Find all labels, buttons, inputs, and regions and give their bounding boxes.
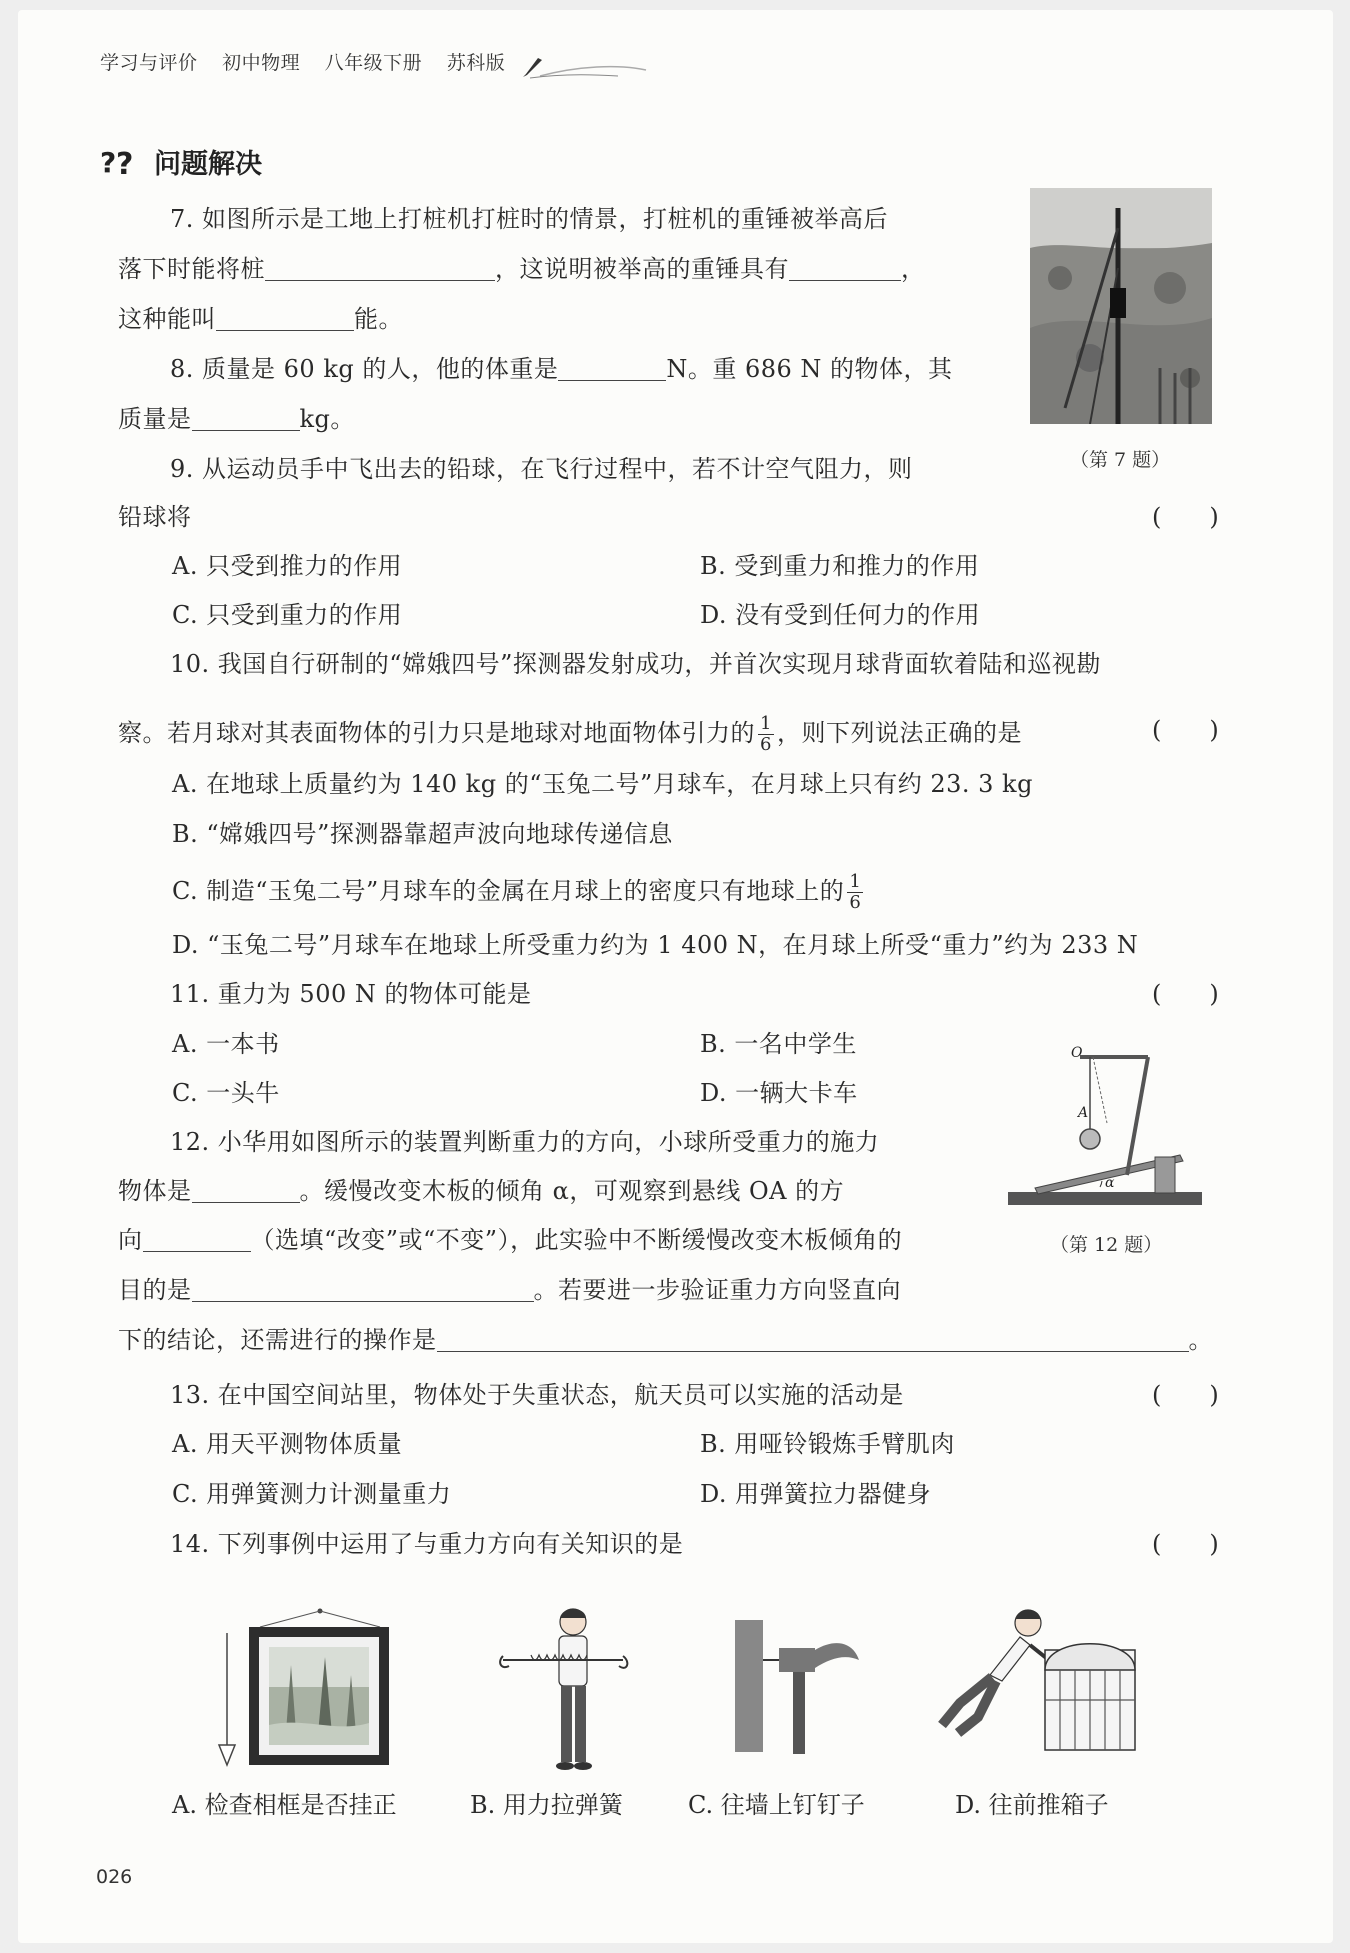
q14-option-a[interactable]: A. 检查相框是否挂正 — [172, 1791, 397, 1819]
q10-option-c-text: C. 制造“玉兔二号”月球车的金属在月球上的密度只有地球上的 — [172, 877, 845, 905]
header-grade: 八年级下册 — [324, 52, 423, 74]
q11-line1: 11. 重力为 500 N 的物体可能是 — [170, 980, 532, 1008]
pen-swoosh-icon — [418, 52, 648, 82]
section-heading — [100, 142, 262, 181]
q11-option-c[interactable]: C. 一头牛 — [172, 1079, 280, 1107]
q12-text: 下的结论，还需进行的操作是 — [118, 1326, 437, 1354]
q7-text: ， — [901, 255, 926, 283]
q10-text: 察。若月球对其表面物体的引力只是地球对地面物体引力的 — [118, 719, 755, 747]
question-mark-icon — [100, 146, 144, 178]
q14-line1: 14. 下列事例中运用了与重力方向有关知识的是 — [170, 1530, 684, 1558]
q8-text: kg。 — [299, 405, 355, 433]
q10-option-b[interactable]: B. “嫦娥四号”探测器靠超声波向地球传递信息 — [172, 820, 673, 848]
header-subject: 初中物理 — [222, 52, 301, 74]
q7-text: 这种能叫 — [118, 305, 216, 333]
q12-line4 — [118, 1274, 901, 1306]
label-o: O — [1071, 1045, 1083, 1061]
q12-text: 。 — [1188, 1326, 1213, 1354]
q10-line1: 10. 我国自行研制的“嫦娥四号”探测器发射成功，并首次实现月球背面软着陆和巡视勘 — [170, 650, 1101, 678]
q9-answer-paren[interactable]: ( ) — [1152, 503, 1219, 531]
q12-text: 向 — [118, 1226, 143, 1254]
q7-line3 — [118, 303, 403, 335]
q7-line2 — [118, 253, 926, 285]
q14-option-c[interactable]: C. 往墙上钉钉子 — [688, 1791, 865, 1819]
fraction-denominator: 6 — [849, 892, 862, 913]
q13-option-d[interactable]: D. 用弹簧拉力器健身 — [700, 1480, 932, 1508]
q9-option-a[interactable]: A. 只受到推力的作用 — [172, 552, 403, 580]
q9-option-d[interactable]: D. 没有受到任何力的作用 — [700, 601, 981, 629]
q12-text: （选填“改变”或“不变”），此实验中不断缓慢改变木板倾角的 — [250, 1226, 903, 1254]
q12-caption: （第 12 题） — [1050, 1234, 1163, 1256]
picture-frame-plumb-illustration — [205, 1605, 395, 1775]
q7-blank-2[interactable] — [789, 256, 901, 281]
q7-line1: 7. 如图所示是工地上打桩机打桩时的情景，打桩机的重锤被举高后 — [170, 205, 889, 233]
gravity-direction-apparatus — [1005, 1035, 1205, 1215]
pile-driver-photo — [1030, 188, 1212, 424]
fraction-denominator: 6 — [760, 734, 772, 755]
fraction-one-sixth — [847, 872, 863, 913]
q7-blank-1[interactable] — [265, 256, 495, 281]
q8-text: 8. 质量是 60 kg 的人，他的体重是 — [170, 355, 559, 383]
q12-blank-1[interactable] — [192, 1178, 300, 1203]
q10-option-c[interactable] — [172, 872, 866, 913]
section-title: 问题解决 — [154, 149, 262, 180]
q7-blank-3[interactable] — [216, 306, 354, 331]
q12-text: 。缓慢改变木板的倾角 α，可观察到悬线 OA 的方 — [299, 1177, 845, 1205]
q14-answer-paren[interactable]: ( ) — [1152, 1530, 1219, 1558]
q12-text: 物体是 — [118, 1177, 192, 1205]
q13-option-c[interactable]: C. 用弹簧测力计测量重力 — [172, 1480, 452, 1508]
q12-blank-3[interactable] — [192, 1277, 534, 1302]
q11-option-d[interactable]: D. 一辆大卡车 — [700, 1079, 858, 1107]
svg-text:?: ? — [100, 145, 117, 178]
q8-text: 质量是 — [118, 405, 192, 433]
q9-line1: 9. 从运动员手中飞出去的铅球，在飞行过程中，若不计空气阻力，则 — [170, 455, 913, 483]
label-alpha: α — [1105, 1175, 1115, 1191]
q9-option-c[interactable]: C. 只受到重力的作用 — [172, 601, 403, 629]
q7-caption: （第 7 题） — [1070, 449, 1171, 471]
q10-option-d[interactable]: D. “玉兔二号”月球车在地球上所受重力约为 1 400 N，在月球上所受“重力”约为 233 N — [172, 931, 1139, 959]
header-edition: 苏科版 — [446, 52, 506, 74]
q12-blank-4[interactable] — [437, 1327, 1189, 1352]
q12-line5 — [118, 1324, 1213, 1356]
q10-option-a[interactable]: A. 在地球上质量约为 140 kg 的“玉兔二号”月球车，在月球上只有约 23. 3 kg — [172, 770, 1033, 798]
q7-text: 能。 — [354, 305, 403, 333]
svg-text:?: ? — [116, 146, 134, 178]
fraction-numerator: 1 — [760, 713, 772, 734]
q11-option-a[interactable]: A. 一本书 — [172, 1030, 280, 1058]
q13-line1: 13. 在中国空间站里，物体处于失重状态，航天员可以实施的活动是 — [170, 1381, 904, 1409]
q12-line1: 12. 小华用如图所示的装置判断重力的方向，小球所受重力的施力 — [170, 1128, 880, 1156]
q8-blank-2[interactable] — [192, 406, 300, 431]
q7-text: 落下时能将桩 — [118, 255, 265, 283]
q10-text: ，则下列说法正确的是 — [776, 719, 1022, 747]
fraction-numerator: 1 — [849, 871, 862, 892]
person-pulling-spring-illustration — [495, 1600, 635, 1780]
q11-option-b[interactable]: B. 一名中学生 — [700, 1030, 857, 1058]
label-a: A — [1078, 1105, 1089, 1121]
q7-text: ，这说明被举高的重锤具有 — [495, 255, 789, 283]
q12-line2 — [118, 1175, 844, 1207]
q14-option-d[interactable]: D. 往前推箱子 — [955, 1791, 1109, 1819]
q14-option-b[interactable]: B. 用力拉弹簧 — [470, 1791, 623, 1819]
fraction-one-sixth — [758, 714, 774, 755]
hammer-nail-wall-illustration — [735, 1620, 865, 1760]
q13-answer-paren[interactable]: ( ) — [1152, 1381, 1219, 1409]
q8-line2 — [118, 403, 355, 435]
q12-text: 。若要进一步验证重力方向竖直向 — [533, 1276, 901, 1304]
q12-text: 目的是 — [118, 1276, 192, 1304]
q10-line2 — [118, 714, 1022, 755]
q9-option-b[interactable]: B. 受到重力和推力的作用 — [700, 552, 980, 580]
q8-blank-1[interactable] — [558, 356, 666, 381]
q8-line1 — [170, 353, 953, 385]
header-book: 学习与评价 — [100, 52, 198, 74]
q13-option-a[interactable]: A. 用天平测物体质量 — [172, 1430, 403, 1458]
q9-line2: 铅球将 — [118, 503, 192, 531]
q12-blank-2[interactable] — [143, 1227, 251, 1252]
person-pushing-box-illustration — [930, 1605, 1145, 1775]
q12-line3 — [118, 1224, 902, 1256]
q13-option-b[interactable]: B. 用哑铃锻炼手臂肌肉 — [700, 1430, 955, 1458]
page-number: 026 — [96, 1866, 133, 1888]
q11-answer-paren[interactable]: ( ) — [1152, 980, 1219, 1008]
q8-text: N。重 686 N 的物体，其 — [666, 355, 953, 383]
q10-answer-paren[interactable]: ( ) — [1152, 716, 1219, 744]
